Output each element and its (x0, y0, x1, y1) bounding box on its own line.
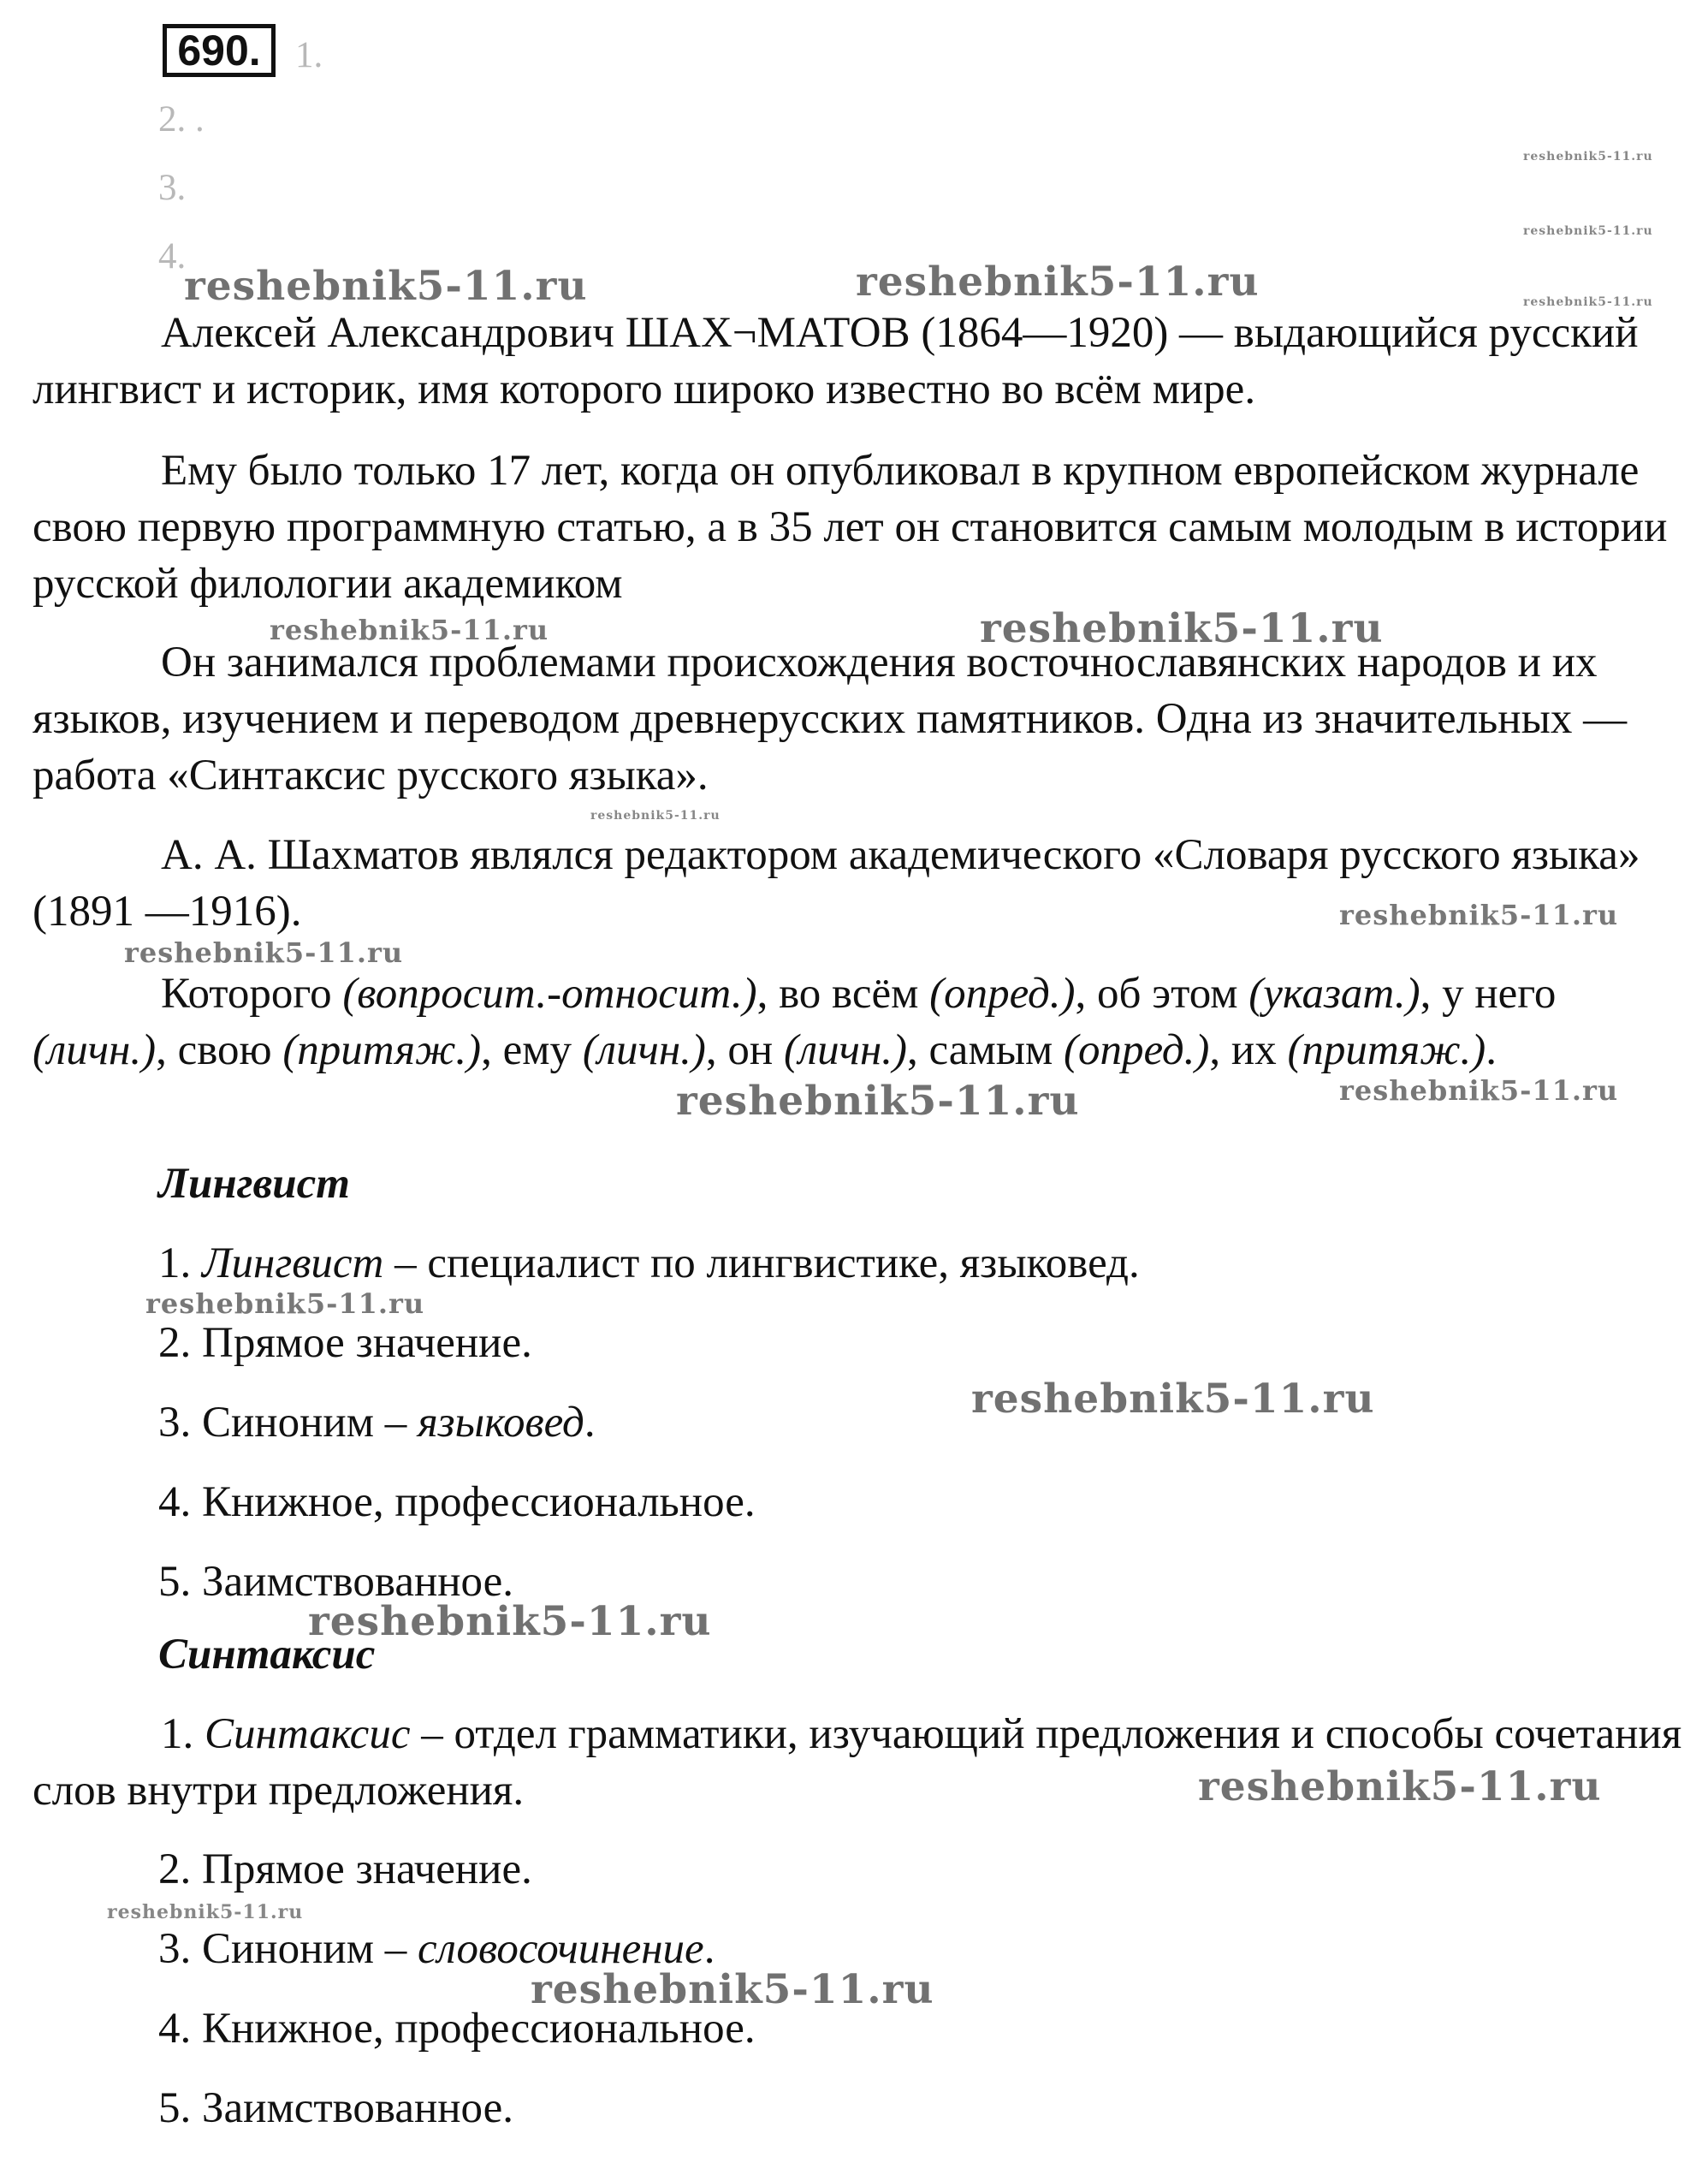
watermark: reshebnik5-11.ru (1339, 899, 1619, 931)
linguist-item-1: 1. Лингвист – специалист по лингвистике, языковед. (158, 1239, 1140, 1287)
watermark: reshebnik5-11.ru (856, 258, 1260, 306)
watermark: reshebnik5-11.ru (531, 1966, 934, 2013)
heading-linguist: Лингвист (158, 1160, 350, 1208)
pronoun-list: Которого (вопросит.-относит.), во всём (опред.), об этом (указат.), у него (личн.), свою (притяж.), ему (личн.), он (личн.), самым (опред.), их (притяж.). (33, 970, 1557, 1074)
watermark: reshebnik5-11.ru (676, 1078, 1080, 1125)
paragraph-editor: А. А. Шахматов являлся редактором академического «Словаря русского языка» (1891 —1916). (33, 831, 1640, 936)
watermark: reshebnik5-11.ru (1523, 150, 1653, 163)
syntax-item-2: 2. Прямое значение. (158, 1845, 532, 1893)
watermark: reshebnik5-11.ru (1523, 224, 1653, 238)
watermark: reshebnik5-11.ru (1339, 1074, 1619, 1107)
watermark: reshebnik5-11.ru (308, 1598, 712, 1645)
syntax-item-5: 5. Заимствованное. (158, 2084, 514, 2132)
watermark: reshebnik5-11.ru (1523, 295, 1653, 309)
linguist-item-2: 2. Прямое значение. (158, 1319, 532, 1367)
watermark: reshebnik5-11.ru (971, 1376, 1375, 1423)
faint-marker-2: 2. . (158, 99, 205, 140)
syntax-item-4: 4. Книжное, профессиональное. (158, 2005, 756, 2053)
paragraph-intro: Алексей Александрович ШАХ¬МАТОВ (1864—1920) — выдающийся русский лингвист и историк, имя которого широко известно во всём мире. (33, 309, 1639, 413)
faint-marker-4: 4. (158, 236, 187, 276)
syntax-item-1: 1. Синтаксис – отдел грамматики, изучающий предложения и способы сочетания слов внутри предложения. (33, 1710, 1682, 1815)
faint-marker-1: 1. (295, 35, 323, 75)
watermark: reshebnik5-11.ru (145, 1287, 425, 1320)
watermark: reshebnik5-11.ru (1198, 1763, 1602, 1810)
syntax-item-3: 3. Синоним – словосочинение. (158, 1925, 715, 1973)
exercise-number: 690. (163, 24, 276, 77)
watermark: reshebnik5-11.ru (107, 1901, 304, 1923)
watermark: reshebnik5-11.ru (124, 936, 404, 969)
paragraph-age: Ему было только 17 лет, когда он опубликовал в крупном европейском журнале свою первую программную статью, а в 35 лет он становится самым молодым в истории русской филологии академиком (33, 447, 1668, 608)
watermark: reshebnik5-11.ru (184, 263, 588, 310)
linguist-item-4: 4. Книжное, профессиональное. (158, 1478, 756, 1526)
watermark: reshebnik5-11.ru (270, 614, 549, 646)
watermark: reshebnik5-11.ru (590, 809, 721, 823)
linguist-item-3: 3. Синоним – языковед. (158, 1399, 596, 1447)
paragraph-works: Он занимался проблемами происхождения восточнославянских народов и их языков, изучением и переводом древнерусских памятников. Одна из значительных — работа «Синтаксис русского языка». (33, 639, 1628, 799)
faint-marker-3: 3. (158, 168, 187, 208)
watermark: reshebnik5-11.ru (980, 605, 1384, 652)
linguist-item-5: 5. Заимствованное. (158, 1558, 514, 1606)
heading-syntax: Синтаксис (158, 1631, 376, 1679)
